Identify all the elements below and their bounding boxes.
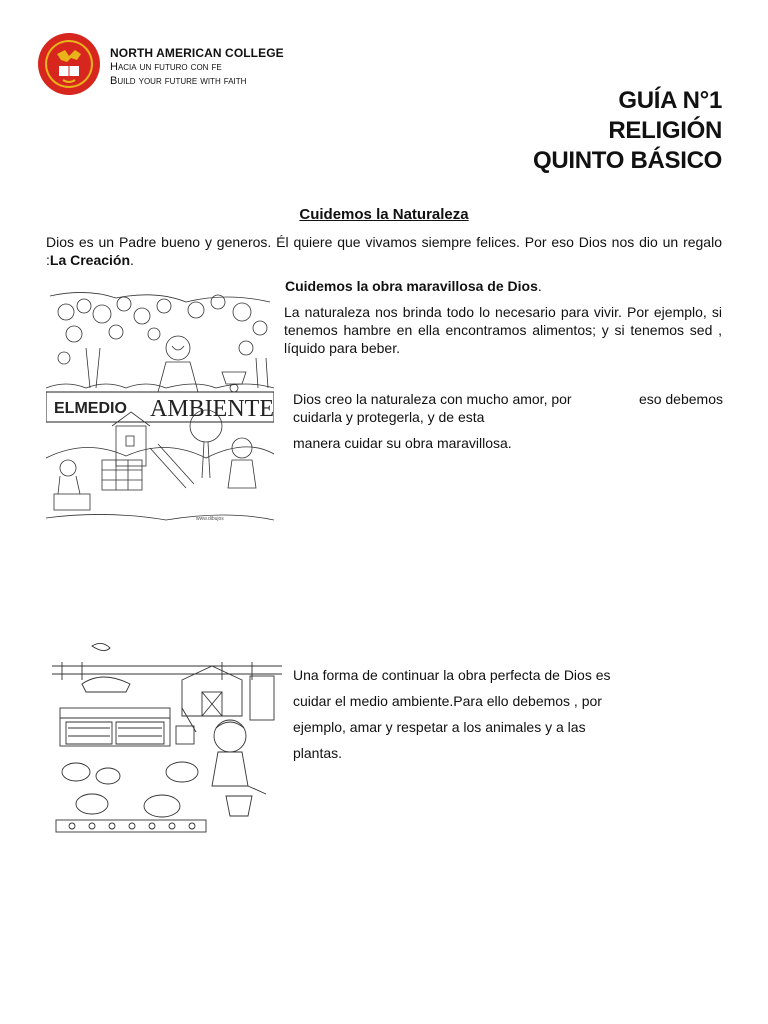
section-title-end: . (537, 278, 542, 294)
school-name: NORTH AMERICAN COLLEGE (110, 46, 284, 60)
image-title-left: ELMEDIO (54, 400, 127, 417)
environment-coloring-image (46, 288, 274, 528)
svg-text:www.dibujos: www.dibujos (196, 516, 224, 522)
paragraph-care: manera cuidar su obra maravillosa. (293, 435, 512, 451)
image-title-right: AMBIENTE (150, 396, 274, 422)
guide-title (533, 86, 722, 176)
paragraph-environment: Una forma de continuar la obra perfecta de Dios es cuidar el medio ambiente.Para ello debemos , por ejemplo, amar y respetar a los animales y a las plantas. (293, 667, 611, 761)
paragraph-love-left: Dios creo la naturaleza con mucho amor, por (293, 391, 572, 407)
intro-bold: La Creación (49, 252, 131, 268)
guide-subject: RELIGIÓN (608, 117, 722, 144)
page-subtitle: Cuidemos la Naturaleza (299, 206, 469, 223)
school-motto-en: Build your future with faith (110, 75, 247, 87)
guide-grade: QUINTO BÁSICO (532, 147, 722, 174)
intro-text: Dios es un Padre bueno y generos. Él quiere que vivamos siempre felices. Por eso Dios nos dio un regalo : (46, 234, 722, 268)
paragraph-love-line2: cuidarla y protegerla, y de esta (293, 409, 485, 425)
guide-number: GUÍA N°1 (618, 87, 722, 114)
school-header (110, 46, 284, 88)
section-title (285, 278, 542, 294)
intro-end: . (130, 252, 134, 268)
school-motto-es: Hacia un futuro con fe (110, 61, 222, 73)
school-logo (37, 32, 101, 96)
paragraph-nature: La naturaleza nos brinda todo lo necesario para vivir. Por ejemplo, si tenemos hambre en ella encontramos alimentos; y si tenemos sed , líquido para beber. (284, 304, 722, 356)
section-title-bold: Cuidemos la obra maravillosa de Dios (285, 278, 538, 294)
intro-paragraph (46, 233, 722, 269)
farm-coloring-image (52, 636, 282, 836)
paragraph-love (293, 390, 723, 426)
paragraph-love-right: eso debemos (638, 391, 723, 407)
